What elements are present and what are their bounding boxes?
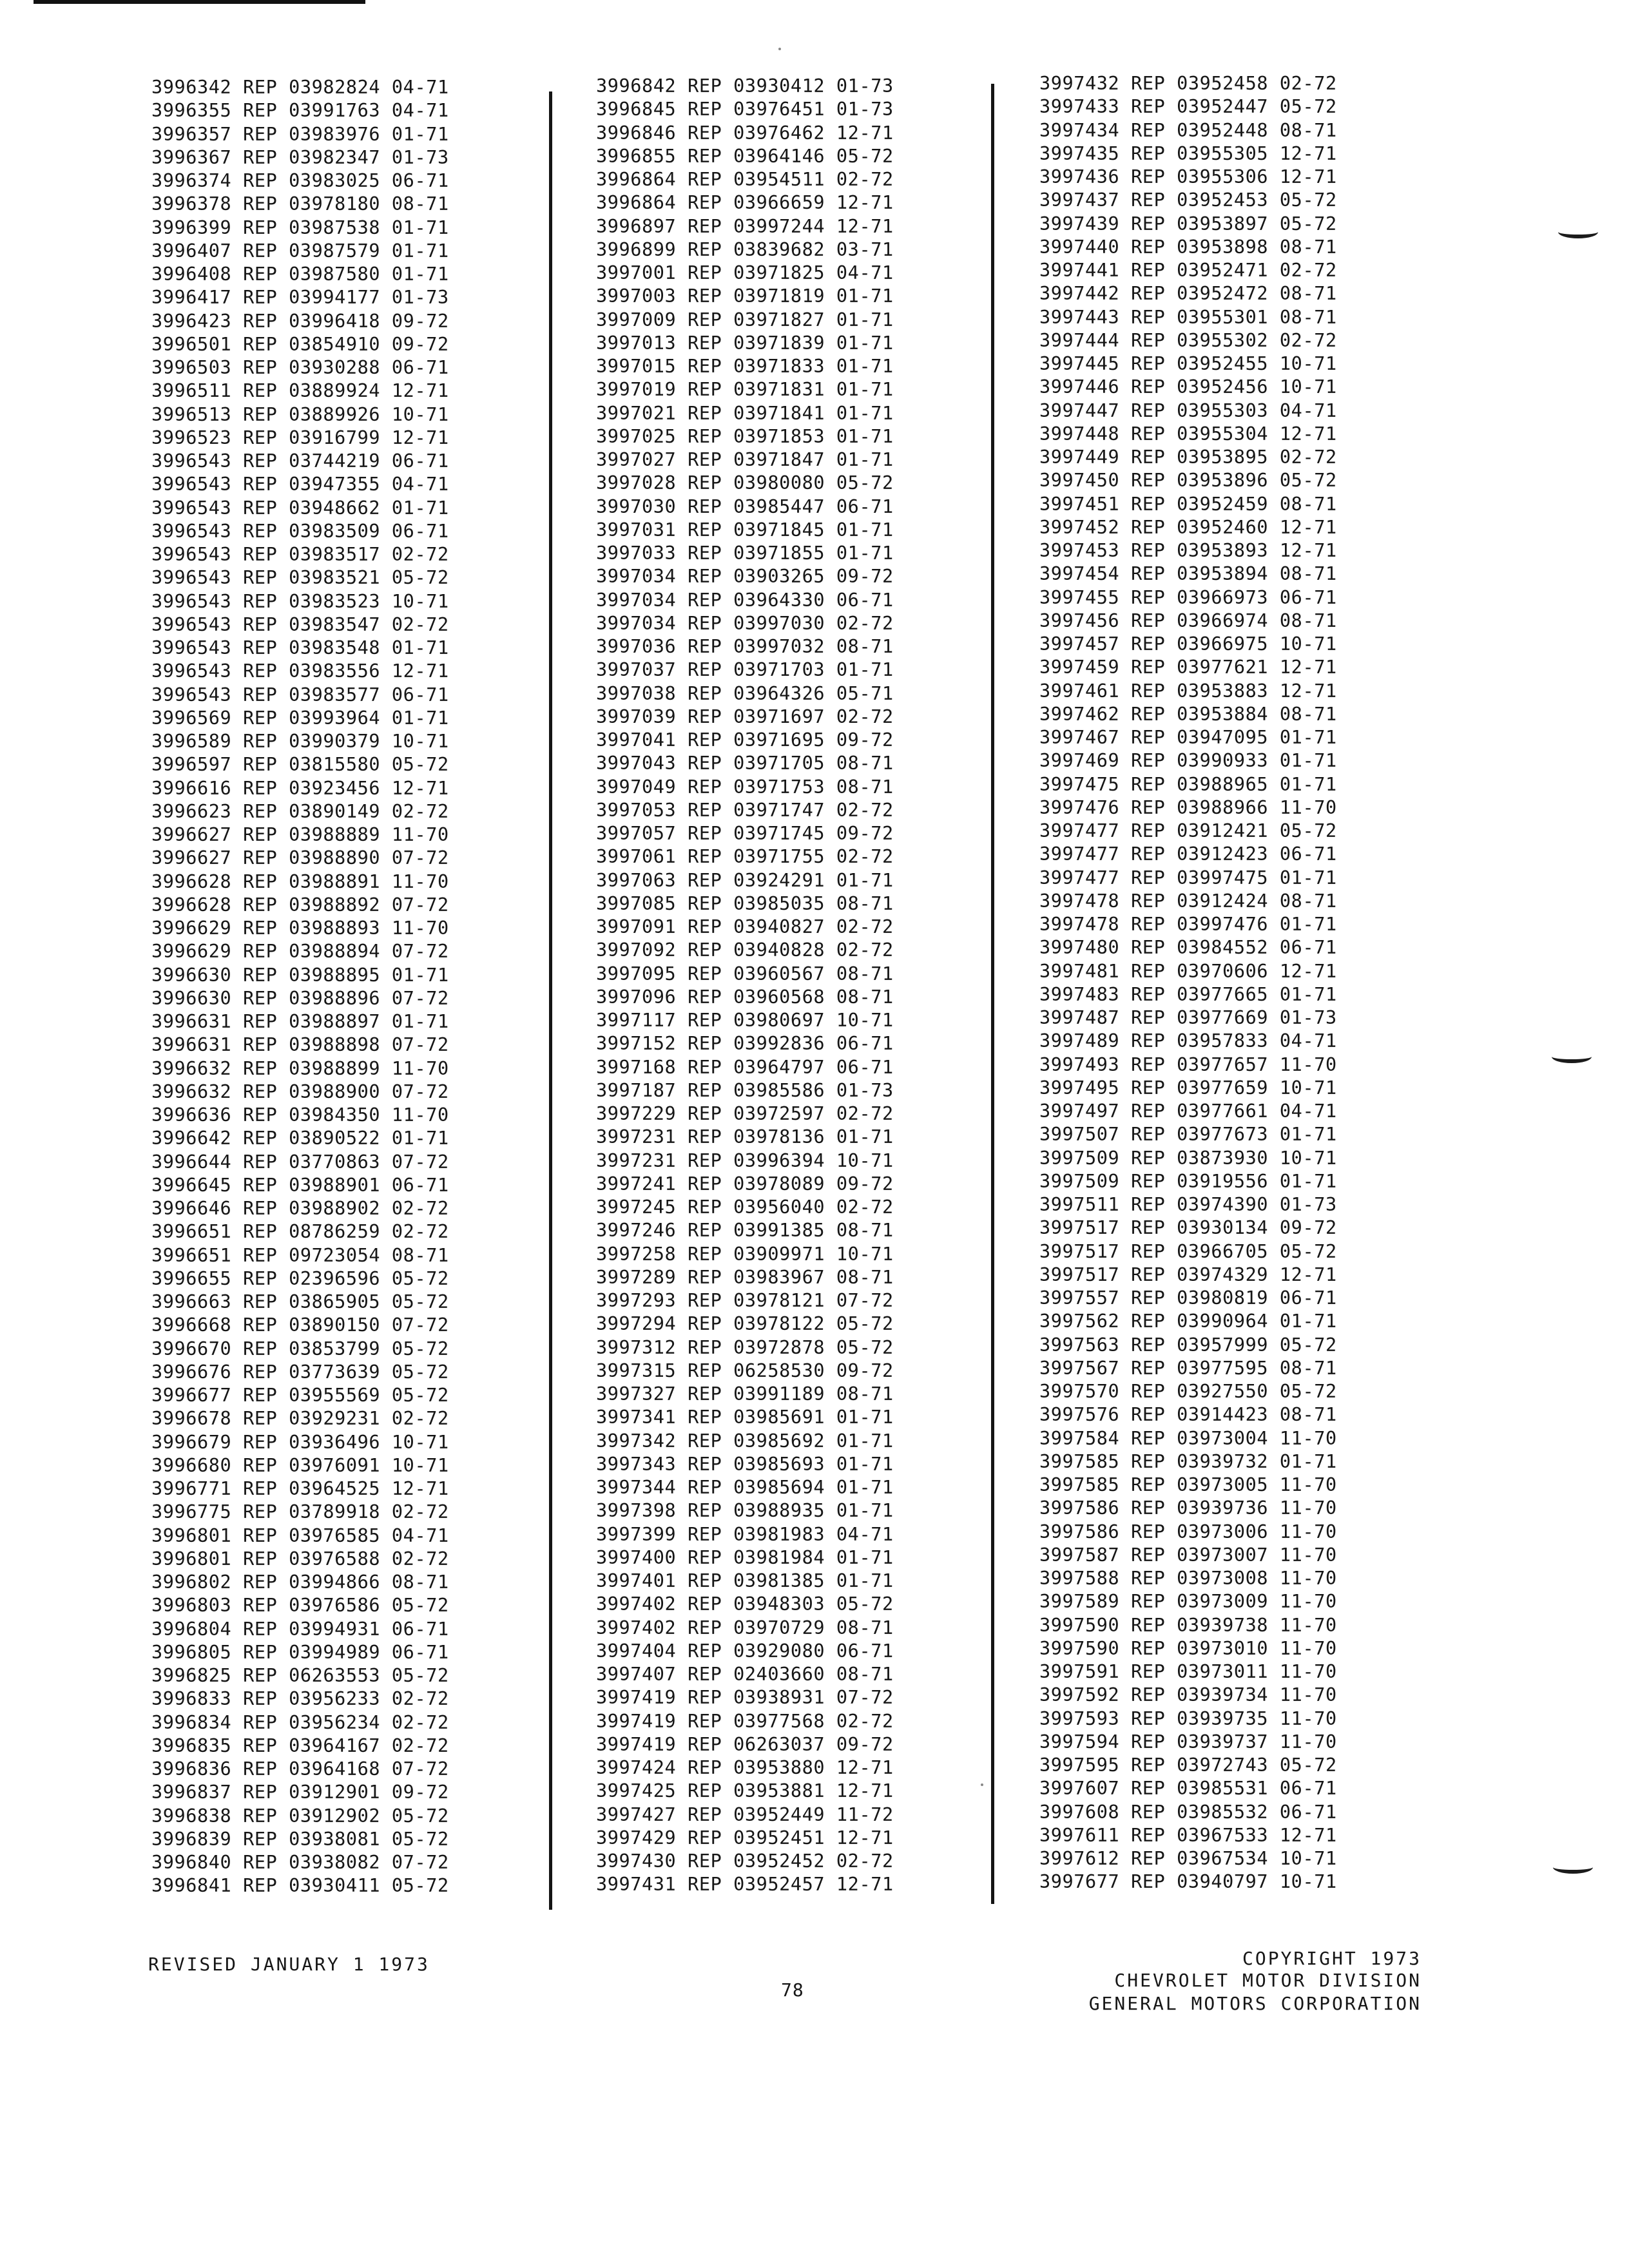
parts-entry-row: 3996676 REP 03773639 05-72 xyxy=(151,1361,449,1383)
parts-entry-row: 3997493 REP 03977657 11-70 xyxy=(1039,1053,1337,1075)
parts-entry-row: 3997511 REP 03974390 01-73 xyxy=(1039,1194,1337,1215)
parts-entry-row: 3996543 REP 03983547 02-72 xyxy=(151,613,449,635)
parts-entry-row: 3997570 REP 03927550 05-72 xyxy=(1039,1381,1337,1402)
parts-entry-row: 3997034 REP 03903265 09-72 xyxy=(596,566,894,588)
parts-entry-row: 3997586 REP 03973006 11-70 xyxy=(1039,1521,1337,1542)
parts-entry-row: 3997607 REP 03985531 06-71 xyxy=(1039,1778,1337,1800)
parts-entry-row: 3997427 REP 03952449 11-72 xyxy=(596,1803,894,1825)
parts-entry-row: 3997435 REP 03955305 12-71 xyxy=(1039,142,1337,164)
parts-entry-row: 3996627 REP 03988890 07-72 xyxy=(151,847,449,869)
parts-entry-row: 3997584 REP 03973004 11-70 xyxy=(1039,1427,1337,1449)
parts-entry-row: 3997039 REP 03971697 02-72 xyxy=(596,706,894,727)
parts-entry-row: 3997293 REP 03978121 07-72 xyxy=(596,1290,894,1311)
parts-entry-row: 3997459 REP 03977621 12-71 xyxy=(1039,657,1337,678)
parts-entry-row: 3997611 REP 03967533 12-71 xyxy=(1039,1824,1337,1846)
parts-entry-row: 3996677 REP 03955569 05-72 xyxy=(151,1385,449,1406)
parts-entry-row: 3996804 REP 03994931 06-71 xyxy=(151,1618,449,1640)
parts-entry-row: 3996523 REP 03916799 12-71 xyxy=(151,427,449,448)
parts-entry-row: 3996801 REP 03976588 02-72 xyxy=(151,1548,449,1570)
parts-entry-row: 3997001 REP 03971825 04-71 xyxy=(596,262,894,284)
parts-entry-row: 3996803 REP 03976586 05-72 xyxy=(151,1595,449,1617)
parts-entry-row: 3996897 REP 03997244 12-71 xyxy=(596,215,894,237)
parts-entry-row: 3997451 REP 03952459 08-71 xyxy=(1039,493,1337,515)
parts-entry-row: 3996864 REP 03954511 02-72 xyxy=(596,169,894,190)
parts-entry-row: 3996642 REP 03890522 01-71 xyxy=(151,1128,449,1149)
page-number: 78 xyxy=(781,1979,804,2001)
parts-entry-row: 3996855 REP 03964146 05-72 xyxy=(596,145,894,167)
parts-entry-row: 3996838 REP 03912902 05-72 xyxy=(151,1805,449,1827)
parts-entry-row: 3997231 REP 03978136 01-71 xyxy=(596,1126,894,1148)
parts-entry-row: 3997231 REP 03996394 10-71 xyxy=(596,1149,894,1171)
revision-date: REVISED JANUARY 1 1973 xyxy=(148,1954,430,1975)
parts-entry-row: 3996616 REP 03923456 12-71 xyxy=(151,777,449,799)
parts-entry-row: 3996632 REP 03988900 07-72 xyxy=(151,1081,449,1102)
parts-entry-row: 3997477 REP 03912421 05-72 xyxy=(1039,820,1337,841)
parts-entry-row: 3996628 REP 03988891 11-70 xyxy=(151,870,449,892)
parts-entry-row: 3997517 REP 03966705 05-72 xyxy=(1039,1240,1337,1262)
parts-entry-row: 3996631 REP 03988897 01-71 xyxy=(151,1011,449,1032)
parts-entry-row: 3997478 REP 03997476 01-71 xyxy=(1039,914,1337,935)
parts-entry-row: 3997453 REP 03953893 12-71 xyxy=(1039,540,1337,561)
parts-entry-row: 3997294 REP 03978122 05-72 xyxy=(596,1313,894,1335)
parts-entry-row: 3997585 REP 03973005 11-70 xyxy=(1039,1474,1337,1495)
parts-entry-row: 3997509 REP 03919556 01-71 xyxy=(1039,1170,1337,1192)
parts-column-2 xyxy=(596,75,983,1897)
parts-entry-row: 3996645 REP 03988901 06-71 xyxy=(151,1174,449,1196)
parts-entry-row: 3997469 REP 03990933 01-71 xyxy=(1039,750,1337,772)
parts-entry-row: 3997475 REP 03988965 01-71 xyxy=(1039,773,1337,795)
parts-entry-row: 3996805 REP 03994989 06-71 xyxy=(151,1641,449,1663)
parts-entry-row: 3997448 REP 03955304 12-71 xyxy=(1039,423,1337,445)
parts-entry-row: 3996630 REP 03988896 07-72 xyxy=(151,987,449,1009)
parts-entry-row: 3997343 REP 03985693 01-71 xyxy=(596,1453,894,1475)
parts-entry-row: 3997452 REP 03952460 12-71 xyxy=(1039,516,1337,538)
parts-entry-row: 3997009 REP 03971827 01-71 xyxy=(596,309,894,331)
parts-entry-row: 3996543 REP 03983556 12-71 xyxy=(151,660,449,682)
parts-entry-row: 3997447 REP 03955303 04-71 xyxy=(1039,399,1337,421)
parts-entry-row: 3997517 REP 03930134 09-72 xyxy=(1039,1217,1337,1239)
parts-entry-row: 3997036 REP 03997032 08-71 xyxy=(596,636,894,657)
parts-entry-row: 3997437 REP 03952453 05-72 xyxy=(1039,189,1337,211)
parts-entry-row: 3997563 REP 03957999 05-72 xyxy=(1039,1334,1337,1356)
parts-entry-row: 3997590 REP 03973010 11-70 xyxy=(1039,1637,1337,1659)
parts-entry-row: 3997594 REP 03939737 11-70 xyxy=(1039,1731,1337,1753)
parts-entry-row: 3996841 REP 03930411 05-72 xyxy=(151,1875,449,1897)
parts-entry-row: 3996355 REP 03991763 04-71 xyxy=(151,100,449,122)
parts-entry-row: 3997443 REP 03955301 08-71 xyxy=(1039,306,1337,328)
parts-entry-row: 3997467 REP 03947095 01-71 xyxy=(1039,727,1337,748)
parts-entry-row: 3996543 REP 03947355 04-71 xyxy=(151,474,449,495)
parts-entry-row: 3996842 REP 03930412 01-73 xyxy=(596,75,894,97)
parts-entry-row: 3997027 REP 03971847 01-71 xyxy=(596,449,894,470)
parts-entry-row: 3997013 REP 03971839 01-71 xyxy=(596,332,894,354)
parts-entry-row: 3997587 REP 03973007 11-70 xyxy=(1039,1544,1337,1566)
parts-entry-row: 3996408 REP 03987580 01-71 xyxy=(151,264,449,285)
parts-entry-row: 3997436 REP 03955306 12-71 xyxy=(1039,166,1337,187)
parts-entry-row: 3996845 REP 03976451 01-73 xyxy=(596,99,894,120)
parts-entry-row: 3997439 REP 03953897 05-72 xyxy=(1039,213,1337,235)
binder-mark xyxy=(1558,226,1598,238)
parts-entry-row: 3996589 REP 03990379 10-71 xyxy=(151,731,449,752)
parts-entry-row: 3997419 REP 06263037 09-72 xyxy=(596,1733,894,1755)
parts-entry-row: 3997049 REP 03971753 08-71 xyxy=(596,776,894,798)
parts-entry-row: 3997588 REP 03973008 11-70 xyxy=(1039,1568,1337,1589)
top-edge-bar xyxy=(34,0,365,4)
parts-entry-row: 3996423 REP 03996418 09-72 xyxy=(151,310,449,332)
parts-entry-row: 3997245 REP 03956040 02-72 xyxy=(596,1196,894,1218)
binder-mark xyxy=(1553,1861,1593,1874)
parts-entry-row: 3996629 REP 03988893 11-70 xyxy=(151,918,449,939)
parts-entry-row: 3996543 REP 03983577 06-71 xyxy=(151,684,449,706)
parts-entry-row: 3997431 REP 03952457 12-71 xyxy=(596,1874,894,1896)
parts-entry-row: 3997454 REP 03953894 08-71 xyxy=(1039,563,1337,585)
parts-entry-row: 3997057 REP 03971745 09-72 xyxy=(596,823,894,844)
parts-entry-row: 3997033 REP 03971855 01-71 xyxy=(596,543,894,564)
parts-entry-row: 3997015 REP 03971833 01-71 xyxy=(596,356,894,377)
parts-entry-row: 3997289 REP 03983967 08-71 xyxy=(596,1266,894,1288)
parts-entry-row: 3997593 REP 03939735 11-70 xyxy=(1039,1707,1337,1729)
parts-entry-row: 3996836 REP 03964168 07-72 xyxy=(151,1758,449,1780)
parts-entry-row: 3997402 REP 03948303 05-72 xyxy=(596,1593,894,1615)
parts-entry-row: 3996651 REP 09723054 08-71 xyxy=(151,1244,449,1266)
parts-entry-row: 3997450 REP 03953896 05-72 xyxy=(1039,470,1337,492)
parts-entry-row: 3997590 REP 03939738 11-70 xyxy=(1039,1614,1337,1636)
parts-entry-row: 3997432 REP 03952458 02-72 xyxy=(1039,73,1337,94)
parts-entry-row: 3996627 REP 03988889 11-70 xyxy=(151,824,449,845)
parts-entry-row: 3997038 REP 03964326 05-71 xyxy=(596,682,894,704)
parts-entry-row: 3996679 REP 03936496 10-71 xyxy=(151,1431,449,1453)
parts-entry-row: 3997595 REP 03972743 05-72 xyxy=(1039,1754,1337,1776)
parts-entry-row: 3997419 REP 03977568 02-72 xyxy=(596,1710,894,1732)
parts-entry-row: 3997478 REP 03912424 08-71 xyxy=(1039,890,1337,912)
parts-entry-row: 3996342 REP 03982824 04-71 xyxy=(151,77,449,98)
parts-entry-row: 3997037 REP 03971703 01-71 xyxy=(596,659,894,681)
parts-entry-row: 3997187 REP 03985586 01-73 xyxy=(596,1079,894,1101)
parts-entry-row: 3996636 REP 03984350 11-70 xyxy=(151,1104,449,1126)
parts-entry-row: 3997407 REP 02403660 08-71 xyxy=(596,1664,894,1685)
parts-entry-row: 3997043 REP 03971705 08-71 xyxy=(596,753,894,774)
parts-entry-row: 3997442 REP 03952472 08-71 xyxy=(1039,283,1337,305)
parts-entry-row: 3996825 REP 06263553 05-72 xyxy=(151,1665,449,1686)
parts-entry-row: 3996840 REP 03938082 07-72 xyxy=(151,1852,449,1873)
parts-entry-row: 3996835 REP 03964167 02-72 xyxy=(151,1735,449,1756)
parts-entry-row: 3997557 REP 03980819 06-71 xyxy=(1039,1287,1337,1309)
binder-mark xyxy=(1552,1050,1592,1063)
parts-entry-row: 3997096 REP 03960568 08-71 xyxy=(596,986,894,1008)
parts-entry-row: 3996632 REP 03988899 11-70 xyxy=(151,1057,449,1079)
parts-entry-row: 3997592 REP 03939734 11-70 xyxy=(1039,1684,1337,1706)
parts-entry-row: 3997117 REP 03980697 10-71 xyxy=(596,1010,894,1031)
parts-entry-row: 3996802 REP 03994866 08-71 xyxy=(151,1571,449,1593)
parts-entry-row: 3997229 REP 03972597 02-72 xyxy=(596,1103,894,1124)
column-divider-1 xyxy=(549,91,552,1910)
parts-entry-row: 3997053 REP 03971747 02-72 xyxy=(596,799,894,821)
parts-entry-row: 3996680 REP 03976091 10-71 xyxy=(151,1454,449,1476)
parts-entry-row: 3997567 REP 03977595 08-71 xyxy=(1039,1357,1337,1379)
parts-entry-row: 3997608 REP 03985532 06-71 xyxy=(1039,1801,1337,1823)
parts-entry-row: 3997480 REP 03984552 06-71 xyxy=(1039,937,1337,959)
parts-entry-row: 3996357 REP 03983976 01-71 xyxy=(151,123,449,145)
parts-entry-row: 3997497 REP 03977661 04-71 xyxy=(1039,1100,1337,1122)
parts-entry-row: 3996378 REP 03978180 08-71 xyxy=(151,193,449,215)
parts-entry-row: 3997021 REP 03971841 01-71 xyxy=(596,402,894,424)
parts-entry-row: 3997399 REP 03981983 04-71 xyxy=(596,1523,894,1545)
parts-entry-row: 3997487 REP 03977669 01-73 xyxy=(1039,1007,1337,1028)
parts-entry-row: 3996543 REP 03744219 06-71 xyxy=(151,450,449,472)
parts-entry-row: 3997404 REP 03929080 06-71 xyxy=(596,1640,894,1662)
parts-entry-row: 3996771 REP 03964525 12-71 xyxy=(151,1478,449,1499)
parts-entry-row: 3997034 REP 03997030 02-72 xyxy=(596,612,894,634)
parts-entry-row: 3997449 REP 03953895 02-72 xyxy=(1039,447,1337,468)
parts-entry-row: 3997586 REP 03939736 11-70 xyxy=(1039,1497,1337,1519)
parts-column-3 xyxy=(1039,72,1426,1894)
parts-entry-row: 3997430 REP 03952452 02-72 xyxy=(596,1850,894,1872)
parts-entry-row: 3997315 REP 06258530 09-72 xyxy=(596,1360,894,1381)
parts-entry-row: 3997429 REP 03952451 12-71 xyxy=(596,1827,894,1849)
parts-entry-row: 3997246 REP 03991385 08-71 xyxy=(596,1220,894,1242)
parts-entry-row: 3997402 REP 03970729 08-71 xyxy=(596,1617,894,1639)
parts-column-1 xyxy=(151,76,538,1898)
parts-entry-row: 3997258 REP 03909971 10-71 xyxy=(596,1243,894,1265)
parts-entry-row: 3997312 REP 03972878 05-72 xyxy=(596,1336,894,1358)
parts-entry-row: 3997445 REP 03952455 10-71 xyxy=(1039,353,1337,374)
parts-entry-row: 3997517 REP 03974329 12-71 xyxy=(1039,1264,1337,1285)
parts-entry-row: 3997509 REP 03873930 10-71 xyxy=(1039,1147,1337,1169)
copyright-line: CHEVROLET MOTOR DIVISION xyxy=(1114,1970,1422,1991)
parts-entry-row: 3996501 REP 03854910 09-72 xyxy=(151,333,449,355)
parts-entry-row: 3996846 REP 03976462 12-71 xyxy=(596,122,894,144)
parts-entry-row: 3996644 REP 03770863 07-72 xyxy=(151,1151,449,1173)
parts-entry-row: 3996837 REP 03912901 09-72 xyxy=(151,1782,449,1803)
parts-entry-row: 3997031 REP 03971845 01-71 xyxy=(596,519,894,541)
parts-entry-row: 3997063 REP 03924291 01-71 xyxy=(596,869,894,891)
parts-entry-row: 3997327 REP 03991189 08-71 xyxy=(596,1383,894,1405)
parts-entry-row: 3996655 REP 02396596 05-72 xyxy=(151,1267,449,1289)
parts-entry-row: 3996407 REP 03987579 01-71 xyxy=(151,240,449,262)
parts-entry-row: 3997344 REP 03985694 01-71 xyxy=(596,1477,894,1498)
parts-entry-row: 3997477 REP 03912423 06-71 xyxy=(1039,843,1337,865)
parts-entry-row: 3997400 REP 03981984 01-71 xyxy=(596,1546,894,1568)
parts-entry-row: 3997457 REP 03966975 10-71 xyxy=(1039,633,1337,655)
parts-entry-row: 3996511 REP 03889924 12-71 xyxy=(151,380,449,402)
parts-entry-row: 3996513 REP 03889926 10-71 xyxy=(151,403,449,425)
parts-entry-row: 3996543 REP 03983517 02-72 xyxy=(151,544,449,565)
parts-entry-row: 3996503 REP 03930288 06-71 xyxy=(151,357,449,378)
parts-entry-row: 3996630 REP 03988895 01-71 xyxy=(151,964,449,986)
parts-entry-row: 3996543 REP 03983521 05-72 xyxy=(151,567,449,589)
parts-entry-row: 3996668 REP 03890150 07-72 xyxy=(151,1314,449,1336)
parts-entry-row: 3997444 REP 03955302 02-72 xyxy=(1039,329,1337,351)
parts-entry-row: 3997019 REP 03971831 01-71 xyxy=(596,379,894,401)
parts-entry-row: 3997425 REP 03953881 12-71 xyxy=(596,1780,894,1802)
parts-entry-row: 3997041 REP 03971695 09-72 xyxy=(596,729,894,751)
parts-entry-row: 3997441 REP 03952471 02-72 xyxy=(1039,260,1337,281)
parts-entry-row: 3996569 REP 03993964 01-71 xyxy=(151,707,449,729)
parts-entry-row: 3997446 REP 03952456 10-71 xyxy=(1039,376,1337,398)
parts-entry-row: 3997456 REP 03966974 08-71 xyxy=(1039,610,1337,631)
parts-entry-row: 3997003 REP 03971819 01-71 xyxy=(596,285,894,307)
parts-entry-row: 3997677 REP 03940797 10-71 xyxy=(1039,1871,1337,1893)
parts-entry-row: 3997034 REP 03964330 06-71 xyxy=(596,589,894,611)
parts-entry-row: 3996374 REP 03983025 06-71 xyxy=(151,170,449,191)
column-divider-2 xyxy=(991,84,994,1904)
parts-entry-row: 3996543 REP 03983509 06-71 xyxy=(151,520,449,542)
parts-entry-row: 3997591 REP 03973011 11-70 xyxy=(1039,1661,1337,1682)
parts-entry-row: 3996833 REP 03956233 02-72 xyxy=(151,1688,449,1710)
parts-entry-row: 3996399 REP 03987538 01-71 xyxy=(151,216,449,238)
parts-entry-row: 3996367 REP 03982347 01-73 xyxy=(151,146,449,168)
parts-entry-row: 3997091 REP 03940827 02-72 xyxy=(596,916,894,937)
parts-entry-row: 3997434 REP 03952448 08-71 xyxy=(1039,119,1337,141)
parts-entry-row: 3997025 REP 03971853 01-71 xyxy=(596,425,894,447)
parts-entry-row: 3996839 REP 03938081 05-72 xyxy=(151,1828,449,1850)
parts-entry-row: 3997398 REP 03988935 01-71 xyxy=(596,1500,894,1522)
parts-entry-row: 3997440 REP 03953898 08-71 xyxy=(1039,236,1337,258)
parts-entry-row: 3997589 REP 03973009 11-70 xyxy=(1039,1591,1337,1613)
parts-entry-row: 3996670 REP 03853799 05-72 xyxy=(151,1338,449,1360)
parts-entry-row: 3997489 REP 03957833 04-71 xyxy=(1039,1030,1337,1052)
parts-entry-row: 3997095 REP 03960567 08-71 xyxy=(596,963,894,985)
parts-entry-row: 3997462 REP 03953884 08-71 xyxy=(1039,703,1337,725)
parts-entry-row: 3996801 REP 03976585 04-71 xyxy=(151,1524,449,1546)
parts-entry-row: 3997483 REP 03977665 01-71 xyxy=(1039,983,1337,1005)
parts-entry-row: 3996631 REP 03988898 07-72 xyxy=(151,1034,449,1056)
parts-entry-row: 3996864 REP 03966659 12-71 xyxy=(596,192,894,214)
parts-entry-row: 3997562 REP 03990964 01-71 xyxy=(1039,1311,1337,1332)
parts-entry-row: 3996543 REP 03948662 01-71 xyxy=(151,497,449,519)
parts-entry-row: 3996623 REP 03890149 02-72 xyxy=(151,800,449,822)
parts-entry-row: 3997477 REP 03997475 01-71 xyxy=(1039,867,1337,889)
parts-entry-row: 3997419 REP 03938931 07-72 xyxy=(596,1687,894,1709)
parts-entry-row: 3997461 REP 03953883 12-71 xyxy=(1039,680,1337,702)
copyright-line: COPYRIGHT 1973 xyxy=(1242,1948,1422,1969)
parts-entry-row: 3997424 REP 03953880 12-71 xyxy=(596,1757,894,1778)
parts-entry-row: 3997085 REP 03985035 08-71 xyxy=(596,892,894,914)
scan-speck xyxy=(778,48,781,50)
parts-entry-row: 3997455 REP 03966973 06-71 xyxy=(1039,586,1337,608)
parts-entry-row: 3996663 REP 03865905 05-72 xyxy=(151,1291,449,1312)
parts-entry-row: 3997481 REP 03970606 12-71 xyxy=(1039,960,1337,982)
parts-entry-row: 3997495 REP 03977659 10-71 xyxy=(1039,1077,1337,1099)
parts-entry-row: 3997342 REP 03985692 01-71 xyxy=(596,1430,894,1452)
parts-entry-row: 3997576 REP 03914423 08-71 xyxy=(1039,1404,1337,1426)
parts-entry-row: 3996651 REP 08786259 02-72 xyxy=(151,1221,449,1243)
parts-entry-row: 3997401 REP 03981385 01-71 xyxy=(596,1570,894,1591)
parts-entry-row: 3997061 REP 03971755 02-72 xyxy=(596,846,894,868)
copyright-line: GENERAL MOTORS CORPORATION xyxy=(1088,1993,1422,2014)
parts-entry-row: 3997341 REP 03985691 01-71 xyxy=(596,1407,894,1428)
parts-entry-row: 3997028 REP 03980080 05-72 xyxy=(596,472,894,494)
parts-entry-row: 3996543 REP 03983523 10-71 xyxy=(151,590,449,612)
parts-entry-row: 3997241 REP 03978089 09-72 xyxy=(596,1173,894,1195)
parts-entry-row: 3997612 REP 03967534 10-71 xyxy=(1039,1848,1337,1869)
parts-entry-row: 3997476 REP 03988966 11-70 xyxy=(1039,796,1337,818)
parts-entry-row: 3996834 REP 03956234 02-72 xyxy=(151,1711,449,1733)
parts-entry-row: 3996543 REP 03983548 01-71 xyxy=(151,637,449,658)
parts-entry-row: 3996597 REP 03815580 05-72 xyxy=(151,754,449,776)
parts-entry-row: 3996646 REP 03988902 02-72 xyxy=(151,1198,449,1219)
parts-entry-row: 3997433 REP 03952447 05-72 xyxy=(1039,96,1337,118)
parts-entry-row: 3997092 REP 03940828 02-72 xyxy=(596,939,894,961)
parts-entry-row: 3997507 REP 03977673 01-71 xyxy=(1039,1124,1337,1146)
parts-entry-row: 3997585 REP 03939732 01-71 xyxy=(1039,1450,1337,1472)
parts-entry-row: 3996678 REP 03929231 02-72 xyxy=(151,1408,449,1430)
parts-entry-row: 3996899 REP 03839682 03-71 xyxy=(596,238,894,260)
parts-entry-row: 3996628 REP 03988892 07-72 xyxy=(151,894,449,916)
parts-entry-row: 3997168 REP 03964797 06-71 xyxy=(596,1056,894,1078)
parts-entry-row: 3996629 REP 03988894 07-72 xyxy=(151,941,449,963)
parts-entry-row: 3997152 REP 03992836 06-71 xyxy=(596,1033,894,1055)
parts-entry-row: 3996775 REP 03789918 02-72 xyxy=(151,1501,449,1523)
parts-entry-row: 3997030 REP 03985447 06-71 xyxy=(596,495,894,517)
parts-entry-row: 3996417 REP 03994177 01-73 xyxy=(151,287,449,309)
